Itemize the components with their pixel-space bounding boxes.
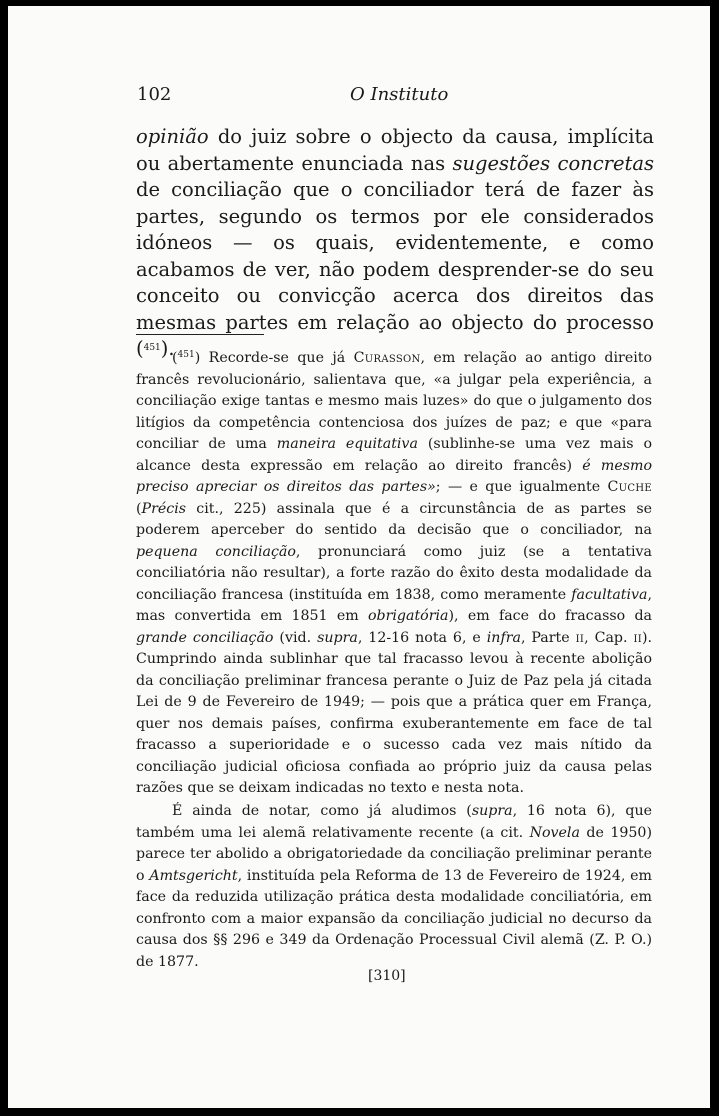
footnote-emphasis: pequena conciliação <box>136 543 296 560</box>
footnote-text: , instituída pela Reforma de 13 de Fevereiro de 1924, em face da reduzida utilização prática desta modalidade conciliatória, em confronto com a maior expansão da conciliação judicial no decurso da causa dos §§ 296 e 349 da Ordenação Processual Civil alemã (Z. P. O.) de 1877. <box>136 867 653 970</box>
body-text: de conciliação que o conciliador terá de fazer às partes, segundo os termos por ele considerados idóneos — os quais, evidentemente, e como acabamos de ver, não podem desprender-se do seu conceito ou convicção acerca dos direitos das mesmas partes em relação ao objecto do processo ( <box>136 178 654 360</box>
footnote-text: , Cap. <box>584 629 634 646</box>
footnote-reference: 451 <box>143 343 161 353</box>
footnote-emphasis: é mesmo preciso apreciar os direitos das partes» <box>136 457 653 495</box>
footnote-emphasis: infra <box>486 629 521 646</box>
footnote-emphasis: grande conciliação <box>136 629 274 646</box>
footnote-emphasis: facultativa <box>571 586 648 603</box>
footnote-text: ). Cumprindo ainda sublinhar que tal fracasso levou à recente abolição da conciliação preliminar francesa perante o Juiz de Paz pela já citada Lei de 9 de Fevereiro de 1949; — pois que a prática quer em França, quer nos demais países, confirma exuberantemente em face de tal fracasso a superioridade e o sucesso cada vez mais nítido da conciliação judicial oficiosa confiada ao próprio juiz da causa pelas razões que se deixam indicadas no texto e nesta nota. <box>136 629 653 796</box>
footnote-text: , 12-16 nota 6, e <box>357 629 487 646</box>
roman-numeral: ii <box>633 629 642 646</box>
footnote-emphasis: Précis <box>141 500 187 517</box>
body-text: ). <box>160 337 175 360</box>
footnote-paragraph: ($^{451}$) Recorde-se que já Curasson, em relação ao antigo direito francês revolucionário, salientava que, «a julgar pela experiência, a conciliação exige tantas e mesmo mais luzes» do que o julgamento dos litígios da competência contenciosa dos juízes de paz; e que «para conciliar de uma maneira equitativa (sublinhe-se uma vez mais o alcance desta expressão em relação ao direito francês) é mesmo preciso apreciar os direitos das partes»; — e que igualmente Cuche (Précis cit., 225) assinala que é a circunstância de as partes se poderem aperceber do sentido da decisão que o conciliador, na pequena conciliação, pronunciará como juiz (se a tentativa conciliatória não resultar), a forte razão do êxito desta modalidade da conciliação francesa (instituída em 1838, como meramente facultativa, mas convertida em 1851 em obrigatória), em face do fracasso da grande conciliação (vid. supra, 12-16 nota 6, e infra, Parte ii, Cap. ii). Cumprindo ainda sublinhar que tal fracasso levou à recente abolição da conciliação preliminar francesa perante o Juiz de Paz pela já citada Lei de 9 de Fevereiro de 1949; — pois que a prática quer em França, quer nos demais países, confirma exuberantemente em face de tal fracasso a superioridade e o sucesso cada vez mais nítido da conciliação judicial oficiosa confiada ao próprio juiz da causa pelas razões que se deixam indicadas no texto e nesta nota. <box>136 350 653 796</box>
footer-page-reference: [310] <box>368 968 406 984</box>
body-text: do juiz sobre o objecto da causa, implícita ou abertamente enunciada nas <box>136 125 654 175</box>
footnote-emphasis: Novela <box>529 824 580 841</box>
footnote-text: de 1950) parece ter abolido a obrigatoriedade da conciliação preliminar perante o <box>136 824 652 884</box>
footnote-text: ) Recorde-se que já <box>194 350 354 366</box>
header-title: O Instituto <box>350 84 449 105</box>
footnote-emphasis: Amtsgericht <box>149 867 238 884</box>
footnote-paragraph <box>136 801 652 973</box>
footnote-text: (vid. <box>273 629 318 646</box>
footnote-text: , pronunciará como juiz (se a tentativa conciliatória não resultar), a forte razão do êxito desta modalidade da conciliação francesa (instituída em 1838, como meramente <box>136 543 652 603</box>
footnote-text: cit., 225) assinala que é a circunstância de as partes se poderem aperceber do sentido da decisão que o conciliador, na <box>136 500 652 538</box>
header-page-number: 102 <box>137 84 172 105</box>
footnote-emphasis: supra <box>471 803 513 819</box>
body-emphasis: sugestões concretas <box>452 151 655 175</box>
roman-numeral: ii <box>575 629 585 646</box>
author-name: Curasson <box>353 350 421 366</box>
footnote-text: É ainda de notar, como já aludimos ( <box>172 803 472 819</box>
footnote-text: , em relação ao antigo direito francês revolucionário, salientava que, «a julgar pela experiência, a conciliação exige tantas e mesmo mais luzes» do que o julgamento dos litígios da competência contenciosa dos juízes de paz; e que «para conciliar de uma <box>136 350 652 452</box>
footnote-emphasis: maneira equitativa <box>276 436 418 452</box>
author-name: Cuche <box>607 479 652 495</box>
footnote-text: , mas convertida em 1851 em <box>136 586 652 624</box>
footnote-emphasis: supra <box>317 629 358 646</box>
footnote-text: , 16 nota 6), que também uma lei alemã relativamente recente (a cit. <box>136 803 652 841</box>
body-emphasis: opinião <box>136 125 209 148</box>
document-page <box>8 6 710 1108</box>
footnote-text: ), em face do fracasso da <box>448 608 652 624</box>
footnote-emphasis: obrigatória <box>367 608 449 624</box>
footnote-marker: 451 <box>177 350 195 360</box>
footnote-text: (sublinhe-se uma vez mais o alcance desta expressão em relação ao direito francês) <box>136 436 653 474</box>
footnote-text: , Parte <box>520 629 576 646</box>
footnote-text: ( <box>136 500 142 517</box>
footnote-separator <box>136 334 264 335</box>
body-paragraph <box>136 124 654 363</box>
footnote-text: ; — e que igualmente <box>435 479 608 495</box>
